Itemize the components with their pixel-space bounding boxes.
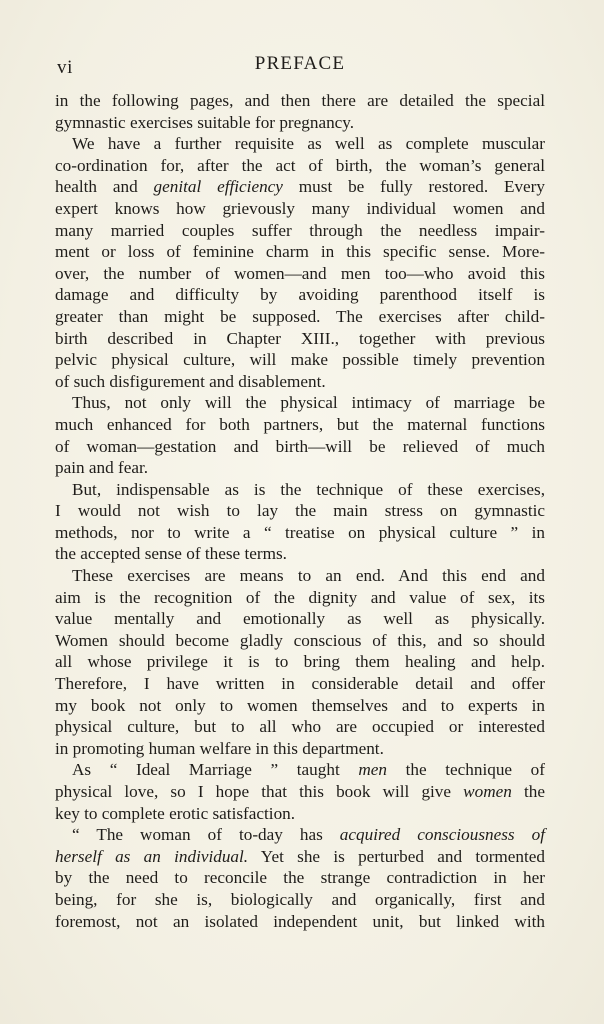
text-line	[55, 414, 545, 436]
text-segment: in promoting human welfare in this department.	[55, 738, 384, 758]
text-line	[55, 90, 545, 112]
text-segment: value mentally and emotionally as well as physically.	[55, 609, 545, 629]
text-segment: As “ Ideal Marriage ” taught	[72, 760, 359, 780]
text-segment: by the need to reconcile the strange contradiction in her	[55, 868, 545, 888]
text-line	[55, 133, 545, 155]
text-segment: being, for she is, biologically and organically, first and	[55, 889, 545, 909]
text-line	[55, 738, 545, 760]
running-title: PREFACE	[254, 53, 346, 74]
text-segment: ment or loss of feminine charm in this specific sense. More-	[55, 242, 545, 262]
text-segment: many married couples suffer through the needless impair-	[55, 220, 545, 240]
text-segment: But, indispensable as is the technique of these exercises,	[72, 479, 545, 499]
text-line	[55, 608, 545, 630]
text-line	[55, 824, 545, 846]
preface-body-text	[55, 90, 545, 932]
text-segment: I would not wish to lay the main stress on gymnastic	[55, 501, 545, 521]
italic-text: herself as an individual.	[55, 846, 249, 866]
text-line	[55, 846, 545, 868]
text-segment: These exercises are means to an end. And this end and	[72, 566, 545, 586]
italic-text: men	[358, 760, 388, 780]
text-segment: birth described in Chapter XIII., together with previous	[55, 328, 545, 348]
text-segment: the accepted sense of these terms.	[55, 544, 287, 564]
text-segment: my book not only to women themselves and to experts in	[55, 695, 545, 715]
italic-text: women	[463, 782, 512, 801]
text-line	[55, 522, 545, 544]
text-line	[55, 479, 545, 501]
italic-text: acquired consciousness of	[339, 825, 545, 845]
text-line	[55, 889, 545, 911]
text-line	[55, 241, 545, 263]
page-number: vi	[57, 57, 73, 78]
text-line	[55, 220, 545, 242]
text-line	[55, 371, 545, 393]
text-line	[55, 436, 545, 458]
text-line	[55, 651, 545, 673]
text-segment: “ The woman of to-day has	[72, 825, 340, 845]
text-segment: co-ordination for, after the act of birth, the woman’s general	[55, 155, 545, 175]
text-line	[55, 803, 545, 825]
text-segment: in the following pages, and then there are detailed the special	[55, 91, 545, 110]
text-segment: key to complete erotic satisfaction.	[55, 803, 296, 823]
text-segment: much enhanced for both partners, but the maternal functions	[55, 414, 545, 434]
text-segment: gymnastic exercises suitable for pregnancy.	[55, 112, 355, 132]
text-line	[55, 673, 545, 695]
text-line	[55, 112, 545, 134]
text-line	[55, 284, 545, 306]
text-segment: We have a further requisite as well as complete muscular	[72, 134, 545, 154]
italic-text: genital efficiency	[153, 177, 283, 197]
text-line	[55, 781, 545, 803]
text-line	[55, 306, 545, 328]
text-line	[55, 457, 545, 479]
text-line	[55, 695, 545, 717]
text-line	[55, 263, 545, 285]
text-segment: must be fully restored. Every	[282, 177, 546, 197]
text-segment: expert knows how grievously many individual women and	[55, 198, 545, 218]
text-line	[55, 543, 545, 565]
text-segment: the technique of	[387, 760, 545, 780]
text-segment: Therefore, I have written in considerable detail and offer	[55, 674, 545, 694]
text-segment: the	[511, 782, 545, 801]
text-segment: Thus, not only will the physical intimacy of marriage be	[72, 393, 545, 413]
text-segment: physical love, so I hope that this book will give	[55, 782, 464, 801]
text-segment: pain and fear.	[55, 458, 149, 478]
text-line	[55, 587, 545, 609]
text-segment: physical culture, but to all who are occupied or interested	[55, 717, 545, 737]
page-header	[55, 53, 545, 79]
text-line	[55, 155, 545, 177]
text-line	[55, 349, 545, 371]
text-line	[55, 328, 545, 350]
text-segment: greater than might be supposed. The exercises after child-	[55, 306, 545, 326]
text-line	[55, 198, 545, 220]
text-line	[55, 759, 545, 781]
text-segment: pelvic physical culture, will make possible timely prevention	[55, 350, 545, 370]
text-line	[55, 176, 545, 198]
text-segment: of such disfigurement and disablement.	[55, 371, 326, 391]
text-line	[55, 565, 545, 587]
text-segment: of woman—gestation and birth—will be relieved of much	[55, 436, 545, 456]
text-line	[55, 630, 545, 652]
text-segment: Yet she is perturbed and tormented	[248, 846, 546, 866]
text-segment: Women should become gladly conscious of this, and so should	[55, 630, 545, 650]
text-segment: damage and difficulty by avoiding parenthood itself is	[55, 285, 545, 305]
text-segment: all whose privilege it is to bring them healing and help.	[55, 652, 545, 672]
text-line	[55, 911, 545, 933]
text-line	[55, 392, 545, 414]
text-line	[55, 716, 545, 738]
text-line	[55, 867, 545, 889]
text-segment: aim is the recognition of the dignity and value of sex, its	[55, 587, 545, 607]
text-segment: foremost, not an isolated independent unit, but linked with	[55, 911, 545, 931]
text-segment: methods, nor to write a “ treatise on physical culture ” in	[55, 522, 545, 542]
text-line	[55, 500, 545, 522]
text-segment: health and	[55, 177, 154, 197]
text-segment: over, the number of women—and men too—who avoid this	[55, 263, 545, 283]
